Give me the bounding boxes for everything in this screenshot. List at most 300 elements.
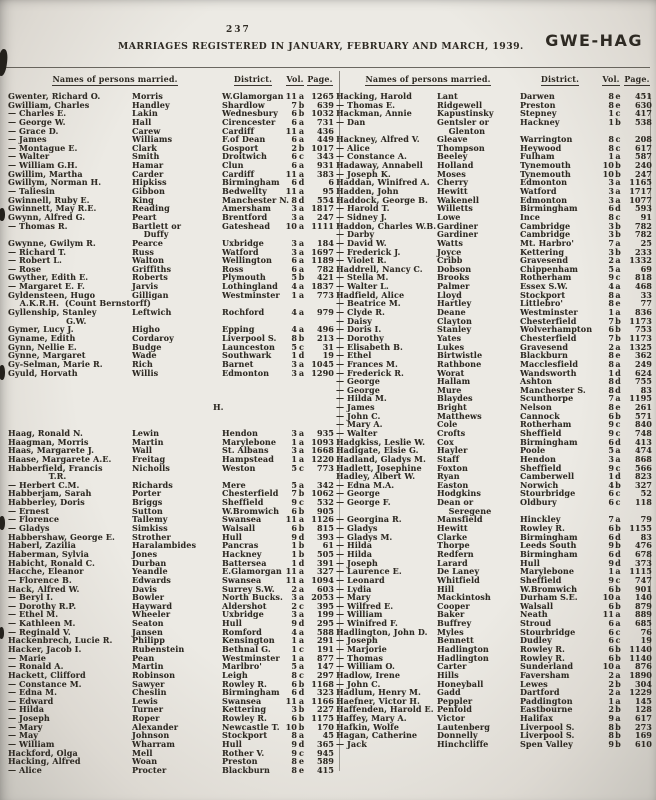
spouse-surname-cell: Dobson xyxy=(437,263,472,274)
spouse-surname-cell: Griffiths xyxy=(132,263,172,274)
page-cell: 169 xyxy=(634,730,652,741)
vol-number-cell: 8 xyxy=(608,142,614,153)
spouse-surname-cell: Lewin xyxy=(132,427,160,438)
name-cell: — Marie xyxy=(8,652,47,663)
district-cell: Birmingham xyxy=(222,687,280,698)
spouse-surname-cell: Wharram xyxy=(132,739,175,750)
name-cell: — Joseph xyxy=(8,713,50,724)
name-cell: Gwynne, Gwilym R. xyxy=(8,237,96,248)
page-cell: 538 xyxy=(634,116,652,127)
vol-number-cell: 6 xyxy=(608,644,614,654)
name-cell: Gwillym, Norman H. xyxy=(8,177,102,188)
vol-number-cell: 1 xyxy=(291,436,297,447)
vol-number-cell: 6 xyxy=(608,652,614,663)
spouse-surname-cell: Robinson xyxy=(132,669,176,680)
vol-number-cell: 6 xyxy=(291,108,297,119)
district-cell: Ashton xyxy=(520,376,553,387)
name-cell: Habberfield, Francis xyxy=(8,462,103,473)
vol-letter-cell: a xyxy=(615,307,621,318)
names-header: Names of persons married. xyxy=(52,74,178,84)
district-cell: Rochford xyxy=(222,307,265,318)
vol-letter-cell: a xyxy=(615,255,621,266)
spouse-surname-cell: Martin xyxy=(132,661,164,672)
spouse-surname-cell: Hewitt xyxy=(437,186,468,197)
spouse-surname-cell: Wakenell xyxy=(437,194,480,205)
page-cell: 83 xyxy=(640,384,652,395)
spouse-surname-cell: Ryan xyxy=(437,471,460,482)
left-column-headers xyxy=(8,74,334,84)
vol-letter-cell: a xyxy=(298,125,305,136)
record-row xyxy=(8,705,334,714)
vol-number-cell: 2 xyxy=(608,669,614,680)
name-cell: Hadaway, Annabell xyxy=(336,160,423,171)
spouse-surname-cell: Lewis xyxy=(132,695,158,706)
name-cell: — Mary xyxy=(8,721,43,732)
page-cell: 1115 xyxy=(629,566,652,577)
spouse-surname-cell: Brooks xyxy=(437,272,470,283)
vol-letter-cell: a xyxy=(298,134,305,145)
vol-number-cell: 2 xyxy=(291,583,297,594)
district-cell: Walsall xyxy=(520,600,554,611)
page-cell: 45 xyxy=(322,730,334,741)
vol-letter-cell: c xyxy=(299,341,304,352)
name-cell: Haefner, Victor H. xyxy=(336,695,420,706)
page-header: Page. xyxy=(307,74,333,84)
spouse-surname-cell: Martin xyxy=(132,436,164,447)
vol-number-cell: 7 xyxy=(608,332,614,343)
name-cell: Haddan, Winifred A. xyxy=(336,177,430,188)
vol-number-cell: 7 xyxy=(608,315,614,326)
district-cell: Eastbourne xyxy=(520,704,573,715)
vol-letter-cell: b xyxy=(298,721,305,732)
name-cell: — Frances M. xyxy=(336,358,398,369)
name-cell: Hacker, Jacob I. xyxy=(8,644,82,654)
record-row xyxy=(336,222,652,231)
page-cell: 755 xyxy=(634,376,652,387)
page-cell: 593 xyxy=(634,203,652,214)
vol-letter-cell: a xyxy=(615,713,621,724)
spouse-surname-cell: Nicholls xyxy=(132,462,170,473)
name-cell: Gwinnett, May R.E. xyxy=(8,203,97,214)
vol-number-cell: 6 xyxy=(608,531,614,542)
district-cell: Sheffield xyxy=(520,574,562,585)
vol-number-cell: 8 xyxy=(608,376,614,387)
spouse-surname-cell: Peart xyxy=(132,211,157,222)
vol-letter-cell: b xyxy=(615,523,621,534)
vol-number-cell: 6 xyxy=(291,134,297,145)
spouse-surname-cell: Russ xyxy=(132,246,154,257)
record-row xyxy=(8,723,334,732)
page-cell: 747 xyxy=(634,574,652,585)
page-cell: 118 xyxy=(634,497,652,508)
page-cell: 818 xyxy=(634,272,652,283)
section-letter: H. xyxy=(213,402,224,413)
vol-number-cell: 2 xyxy=(291,142,297,153)
page-cell: 383 xyxy=(316,168,334,179)
vol-letter-cell: a xyxy=(298,661,305,672)
vol-letter-cell: b xyxy=(298,142,305,153)
name-cell: — Darby xyxy=(336,229,375,240)
vol-letter-cell: a xyxy=(298,203,305,214)
page-cell: 145 xyxy=(634,695,652,706)
record-row xyxy=(8,498,334,507)
right-column-headers xyxy=(336,74,652,84)
page-cell: 76 xyxy=(640,626,652,637)
spouse-surname-cell: Rathbone xyxy=(437,358,482,369)
spouse-surname-cell: Hodgkins xyxy=(437,488,481,499)
spouse-surname-cell: Hinchcliffe xyxy=(437,739,489,750)
page-cell: 69 xyxy=(640,263,652,274)
name-cell: Hadfield, Alice xyxy=(336,289,405,300)
vol-letter-cell: c xyxy=(615,419,621,430)
page-cell: 476 xyxy=(634,540,652,551)
page-cell: 1189 xyxy=(311,255,334,266)
page-cell: 415 xyxy=(316,764,334,775)
page-cell: 25 xyxy=(640,237,652,248)
alphabetical-range-header: GWE-HAG xyxy=(545,31,643,50)
page-cell: 532 xyxy=(316,497,334,508)
name-cell: Hackenbrech, Lucie R. xyxy=(8,635,113,646)
name-cell: — Joseph K. xyxy=(336,168,391,179)
name-cell: — Rose xyxy=(8,263,42,274)
vol-letter-cell: b xyxy=(615,730,621,741)
district-cell: Droitwich xyxy=(222,151,267,162)
vol-number-cell: 1 xyxy=(291,289,297,300)
page-cell: 1173 xyxy=(629,332,652,343)
district-cell: Birmingham xyxy=(520,203,578,214)
page-cell: 184 xyxy=(316,237,334,248)
vol-number-cell: 6 xyxy=(291,116,297,127)
vol-letter-cell: a xyxy=(298,91,305,101)
page-cell: 327 xyxy=(316,566,334,577)
record-row xyxy=(8,697,334,706)
district-cell: Cardiff xyxy=(222,168,255,179)
vol-letter-cell: a xyxy=(298,211,305,222)
left-records-column xyxy=(8,92,334,775)
page-number: 237 xyxy=(226,25,251,35)
spouse-surname-cell: Haralambides xyxy=(132,540,197,551)
record-row xyxy=(336,377,652,386)
name-cell: — James xyxy=(336,402,375,413)
name-cell: — Grace D. xyxy=(8,125,59,136)
page-cell: 639 xyxy=(316,99,334,110)
name-cell: Hacking, Harold xyxy=(336,91,412,101)
vol-number-cell: 1 xyxy=(291,652,297,663)
district-cell: Halifax xyxy=(520,713,554,724)
vol-letter-cell: e xyxy=(615,298,621,309)
spouse-surname-cell: Birtwistle xyxy=(437,350,483,361)
vol-number-cell: 9 xyxy=(608,427,614,438)
record-row xyxy=(336,645,652,654)
page-cell: 1173 xyxy=(629,315,652,326)
spouse-surname-cell: Whitfield xyxy=(437,574,480,585)
vol-number-cell: 6 xyxy=(608,497,614,508)
page-cell: 753 xyxy=(634,324,652,335)
vol-letter-cell: d xyxy=(615,557,621,568)
page-cell: 1062 xyxy=(311,488,334,499)
vol-number-cell: 8 xyxy=(291,764,297,775)
vol-number-cell: 2 xyxy=(608,255,614,266)
name-cell: Hackney, Alfred V. xyxy=(336,134,420,145)
district-cell: Brentford xyxy=(222,211,268,222)
district-cell: Uxbridge xyxy=(222,609,264,620)
spouse-surname-cell: Easton xyxy=(437,479,469,490)
spouse-surname-cell: Ridgewell xyxy=(437,99,483,110)
vol-number-cell: 3 xyxy=(608,453,614,464)
spouse-surname-cell: Johnson xyxy=(132,730,170,741)
page-cell: 1837 xyxy=(311,281,334,292)
name-cell: — William O. xyxy=(336,661,395,672)
vol-number-cell: 8 xyxy=(608,211,614,222)
page-cell: 373 xyxy=(634,557,652,568)
district-cell: Leigh xyxy=(222,669,248,680)
record-row xyxy=(336,135,652,144)
page-cell: 343 xyxy=(316,151,334,162)
vol-header: Vol. xyxy=(602,74,620,84)
name-cell: — Walter xyxy=(336,427,378,438)
spouse-surname-cell: Sutton xyxy=(132,505,163,516)
page-cell: 1126 xyxy=(311,514,334,525)
name-cell: — William xyxy=(336,609,383,620)
district-cell: Cardiff xyxy=(222,125,255,136)
spouse-surname-cell: Yates xyxy=(437,332,462,343)
vol-number-cell: 1 xyxy=(291,548,297,559)
district-cell: Neath xyxy=(520,609,548,620)
vol-letter-cell: b xyxy=(615,678,621,689)
spouse-surname-cell: Hill xyxy=(437,583,455,594)
name-cell: — Ronald A. xyxy=(8,661,64,672)
vol-letter-cell: a xyxy=(298,453,305,464)
spouse-surname-cell: Richards xyxy=(132,479,173,490)
district-cell: Pancras xyxy=(222,540,259,551)
vol-number-cell: 11 xyxy=(285,168,297,179)
page-cell: 1668 xyxy=(311,445,334,456)
record-row xyxy=(8,515,334,524)
page-cell: 617 xyxy=(634,142,652,153)
vol-letter-cell: b xyxy=(615,116,621,127)
page-cell: 227 xyxy=(316,704,334,715)
spouse-surname-cell: Larard xyxy=(437,557,468,568)
spouse-surname-cell: Pean xyxy=(132,652,155,663)
vol-number-cell: 8 xyxy=(608,730,614,741)
page-cell: 1229 xyxy=(629,687,652,698)
page-cell: 1890 xyxy=(629,669,652,680)
district-cell: Gravesend xyxy=(520,255,569,266)
district-cell: Mt. Harbro' xyxy=(520,237,574,248)
name-cell: G.W. xyxy=(8,315,87,326)
record-row xyxy=(8,757,334,766)
vol-letter-cell: a xyxy=(298,263,305,274)
district-cell: Liverpool S. xyxy=(520,721,575,732)
name-cell: — Charles E. xyxy=(8,108,67,119)
district-cell: Edmonton xyxy=(222,367,270,378)
vol-letter-cell: d xyxy=(298,618,305,629)
name-cell: — Doris I. xyxy=(336,324,382,335)
spouse-surname-cell: Hadlington xyxy=(437,652,489,663)
spouse-surname-cell: Lowe xyxy=(437,211,461,222)
page-cell: 588 xyxy=(316,626,334,637)
vol-number-cell: 9 xyxy=(291,739,297,750)
vol-letter-cell: a xyxy=(298,592,305,603)
district-cell: Hull xyxy=(222,531,242,542)
record-row xyxy=(336,412,652,421)
ink-mark xyxy=(0,627,4,639)
vol-number-cell: 11 xyxy=(285,695,297,706)
vol-number-cell: 1 xyxy=(608,151,614,162)
spouse-surname-cell: Mell xyxy=(132,747,153,758)
name-cell: Hadigate, Elsie G. xyxy=(336,445,419,456)
vol-number-cell: 4 xyxy=(608,479,614,490)
vol-number-cell: 11 xyxy=(285,574,297,585)
spouse-surname-cell: Redfern xyxy=(437,548,474,559)
name-cell: Gwyther, Edith E. xyxy=(8,272,89,283)
vol-letter-cell: a xyxy=(298,237,305,248)
vol-number-cell: 6 xyxy=(291,160,297,171)
vol-number-cell: 8 xyxy=(291,756,297,767)
vol-letter-cell: c xyxy=(299,747,304,758)
vol-letter-cell: b xyxy=(615,410,621,421)
vol-number-cell: 11 xyxy=(285,91,297,101)
name-cell: — Marjorie xyxy=(336,644,387,654)
name-cell: Hacche, Eleanor xyxy=(8,566,84,577)
vol-letter-cell: a xyxy=(615,194,621,205)
vol-number-cell: 6 xyxy=(608,626,614,637)
name-cell: — Alice xyxy=(8,764,42,775)
spouse-surname-cell: Tallemy xyxy=(132,514,168,525)
vol-number-cell: 3 xyxy=(291,203,297,214)
vol-letter-cell: b xyxy=(615,704,621,715)
record-row xyxy=(336,731,652,740)
vol-letter-cell: a xyxy=(615,445,621,456)
spouse-surname-cell: Dean or xyxy=(437,497,474,508)
vol-number-cell: 1 xyxy=(291,557,297,568)
spouse-surname-cell: Gibbon xyxy=(132,186,165,197)
vol-letter-cell: c xyxy=(615,211,621,222)
vol-letter-cell: d xyxy=(615,384,621,395)
vol-letter-cell: c xyxy=(615,427,621,438)
district-cell: Birmingham xyxy=(520,548,578,559)
vol-number-cell: 3 xyxy=(291,592,297,603)
name-cell: Hadley, Albert W. xyxy=(336,471,416,482)
name-cell: Gwinnell, Ruby E. xyxy=(8,194,90,205)
page-cell: 587 xyxy=(634,151,652,162)
spouse-surname-cell: King xyxy=(132,194,154,205)
spouse-surname-cell: Gardiner xyxy=(437,220,478,231)
spouse-surname-cell: Gadd xyxy=(437,687,461,698)
district-cell: Scunthorpe xyxy=(520,393,574,404)
ink-mark xyxy=(0,49,9,77)
spouse-surname-cell: Baker xyxy=(437,609,465,620)
name-cell: Gwynn, Alfred G. xyxy=(8,211,86,222)
vol-letter-cell: d xyxy=(298,739,305,750)
page-cell: 83 xyxy=(640,531,652,542)
vol-number-cell: 8 xyxy=(291,194,297,205)
vol-number-cell: 6 xyxy=(608,583,614,594)
district-cell: Littlebro' xyxy=(520,298,563,309)
vol-letter-cell: a xyxy=(615,669,621,680)
spouse-surname-cell: Stanley xyxy=(437,324,472,335)
name-cell: — Hilda M. xyxy=(336,393,387,404)
name-cell: — Dan xyxy=(336,116,366,127)
vol-number-cell: 5 xyxy=(291,479,297,490)
name-cell: — Clyde R. xyxy=(336,307,385,318)
page-cell: 1032 xyxy=(311,108,334,119)
district-cell: Gravesend xyxy=(520,341,569,352)
district-cell: Swansea xyxy=(222,514,262,525)
name-cell: Haffey, Mary A. xyxy=(336,713,407,724)
vol-letter-cell: e xyxy=(615,402,621,413)
record-row xyxy=(8,369,334,378)
page-cell: 6 xyxy=(328,177,334,188)
spouse-surname-cell: Mansfield xyxy=(437,514,483,525)
spouse-surname-cell: Pearce xyxy=(132,237,163,248)
name-cell: — George F. xyxy=(336,497,391,508)
vol-letter-cell: b xyxy=(615,600,621,611)
page-cell: 413 xyxy=(634,436,652,447)
district-cell: Darwen xyxy=(520,91,555,101)
vol-number-cell: 1 xyxy=(608,471,614,482)
name-cell: — Edna M. xyxy=(8,687,57,698)
name-cell: Hadland, Gladys M. xyxy=(336,453,426,464)
vol-letter-cell: a xyxy=(298,730,305,741)
spouse-surname-cell: Yeandle xyxy=(132,566,168,577)
vol-number-cell: 3 xyxy=(608,220,614,231)
district-cell: Chesterfield xyxy=(520,332,577,343)
name-cell: Gyuld, Horvath xyxy=(8,367,78,378)
record-row xyxy=(336,481,652,490)
vol-number-cell: 5 xyxy=(608,263,614,274)
vol-number-cell: 11 xyxy=(285,566,297,577)
vol-number-cell: 1 xyxy=(608,108,614,119)
vol-number-cell: 4 xyxy=(291,307,297,318)
vol-number-cell: 1 xyxy=(608,116,614,127)
ink-mark xyxy=(0,516,5,530)
name-cell: — Winifred F. xyxy=(336,618,398,629)
vol-letter-cell: d xyxy=(298,531,305,542)
page-cell: 1697 xyxy=(311,246,334,257)
vol-number-cell: 8 xyxy=(608,384,614,395)
page-cell: 474 xyxy=(634,445,652,456)
spouse-surname-cell: Rich xyxy=(132,358,153,369)
name-cell: Haddock, George B. xyxy=(336,194,428,205)
vol-letter-cell: a xyxy=(298,186,305,197)
vol-number-cell: 6 xyxy=(291,713,297,724)
spouse-surname-cell: Seregene xyxy=(437,505,492,516)
vol-letter-cell: b xyxy=(298,272,305,283)
district-cell: Tynemouth xyxy=(520,168,571,179)
vol-letter-cell: a xyxy=(298,168,305,179)
page-cell: 19 xyxy=(322,350,334,361)
page-cell: 191 xyxy=(316,644,334,654)
vol-letter-cell: a xyxy=(615,237,621,248)
name-cell: Haberman, Sylvia xyxy=(8,548,89,559)
district-cell: Rowley R. xyxy=(520,523,565,534)
vol-letter-cell: c xyxy=(615,134,621,145)
name-cell: — John C. xyxy=(336,410,381,421)
vol-letter-cell: a xyxy=(298,289,305,300)
vol-number-cell: 4 xyxy=(291,324,297,335)
vol-number-cell: 9 xyxy=(608,574,614,585)
name-cell: — Laurence E. xyxy=(336,566,402,577)
spouse-surname-cell: Williams xyxy=(132,134,173,145)
vol-number-cell: 3 xyxy=(291,427,297,438)
vol-number-cell: 3 xyxy=(291,211,297,222)
page-cell: 782 xyxy=(634,229,652,240)
record-row xyxy=(336,498,652,507)
vol-number-cell: 9 xyxy=(608,557,614,568)
vol-letter-cell: d xyxy=(298,194,305,205)
district-cell: Norwich xyxy=(520,479,559,490)
